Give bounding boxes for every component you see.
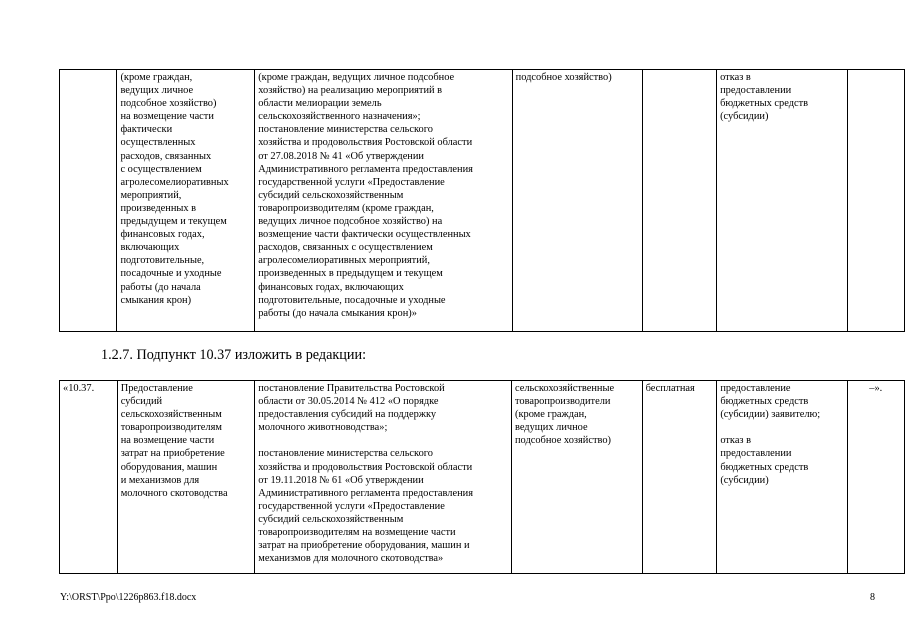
cell-result: предоставление бюджетных средств (субсидии) заявителю; отказ в предоставлении бюджетных средств (субсидии) [717, 381, 847, 574]
cell-service-name: Предоставление субсидий сельскохозяйственным товаропроизводителям на возмещение части затрат на приобретение оборудования, машин и механизмов для молочного скотоводства [117, 381, 255, 574]
cell-number: «10.37. [60, 381, 118, 574]
cell-note [847, 70, 904, 332]
footer-page-number: 8 [870, 592, 875, 603]
cell-recipients: подсобное хозяйство) [512, 70, 642, 332]
cell-service-name: (кроме граждан, ведущих личное подсобное хозяйство) на возмещение части фактически осуществленных расходов, связанных с осуществлением агролесомелиоративных мероприятий, произведенных в предыдущем и текущем финансовых годах, включающих подготовительные, посадочные и уходные работы (до начала смыкания крон) [117, 70, 255, 332]
cell-recipients: сельскохозяйственные товаропроизводители (кроме граждан, ведущих личное подсобное хозяйство) [511, 381, 642, 574]
table-row [60, 381, 905, 574]
cell-number [60, 70, 117, 332]
footer-file-path: Y:\ORST\Ppo\1226p863.f18.docx [60, 592, 197, 603]
cell-result: отказ в предоставлении бюджетных средств (субсидии) [717, 70, 847, 332]
section-heading: 1.2.7. Подпункт 10.37 изложить в редакции: [101, 347, 367, 363]
cell-payment [642, 70, 716, 332]
services-table-new-item [59, 380, 905, 574]
cell-payment: бесплатная [642, 381, 717, 574]
cell-note: –». [847, 381, 904, 574]
services-table-continuation [59, 69, 905, 332]
table-row [60, 70, 905, 332]
cell-legal-acts: (кроме граждан, ведущих личное подсобное хозяйство) на реализацию мероприятий в области мелиорации земель сельскохозяйственного назначения»; постановление министерства сельского хозяйства и продовольствия Ростовской области от 27.08.2018 № 41 «Об утверждении Административного регламента предоставления государственной услуги «Предоставление субсидий сельскохозяйственным товаропроизводителям (кроме граждан, ведущих личное подсобное хозяйство) на возмещение части фактически осуществленных расходов, связанных с осуществлением агролесомелиоративных мероприятий, произведенных в предыдущем и текущем финансовых годах, включающих подготовительные, посадочные и уходные работы (до начала смыкания крон)» [255, 70, 512, 332]
cell-legal-acts: постановление Правительства Ростовской области от 30.05.2014 № 412 «О порядке предоставления субсидий на поддержку молочного животноводства»; постановление министерства сельского хозяйства и продовольствия Ростовской области от 19.11.2018 № 61 «Об утверждении Административного регламента предоставления государственной услуги «Предоставление субсидий сельскохозяйственным товаропроизводителям на возмещение части затрат на приобретение оборудования, машин и механизмов для молочного скотоводства» [255, 381, 512, 574]
